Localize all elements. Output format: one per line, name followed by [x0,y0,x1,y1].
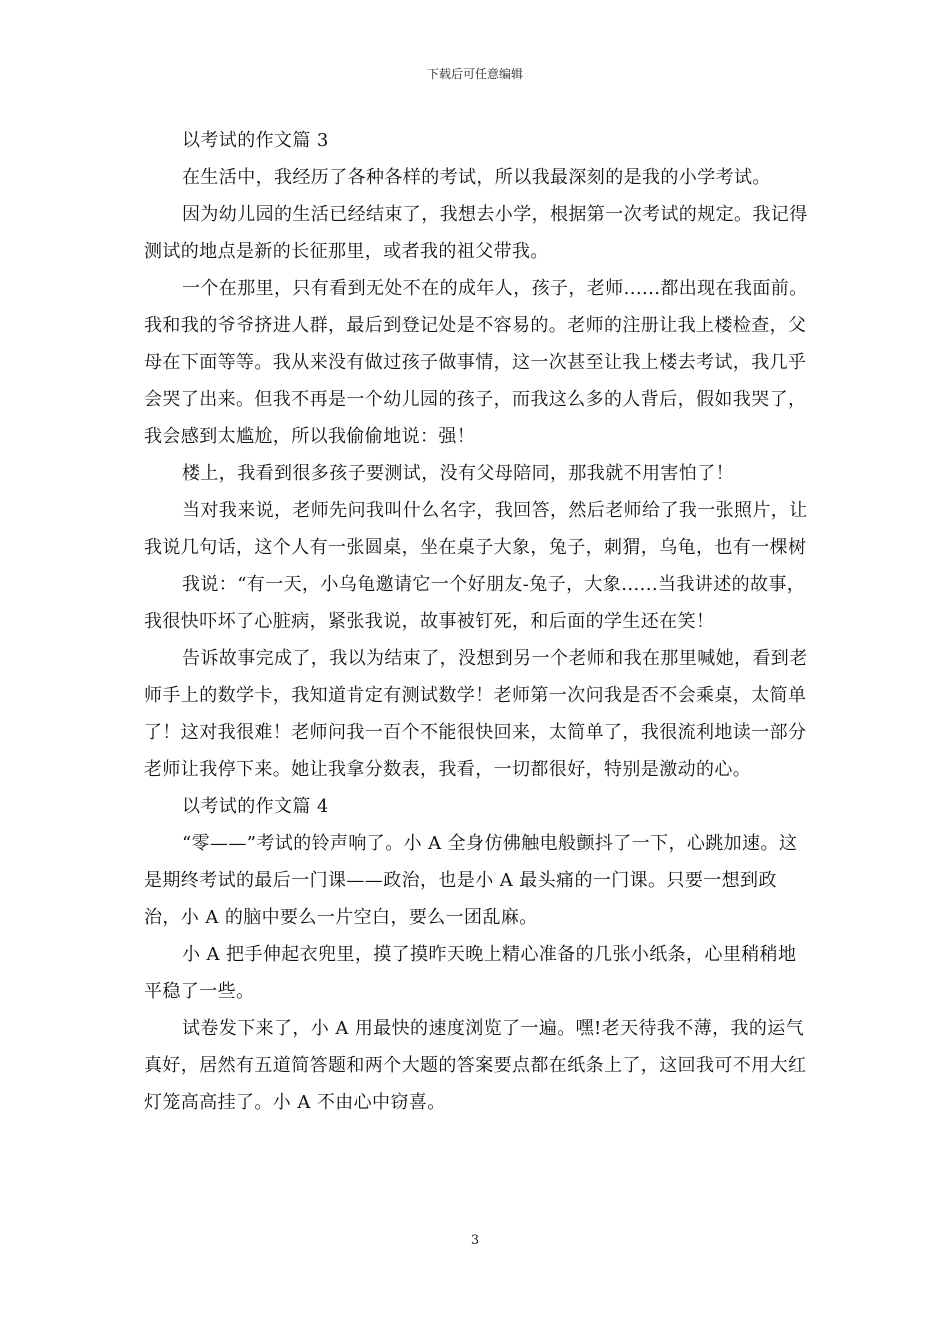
paragraph: 在生活中，我经历了各种各样的考试，所以我最深刻的是我的小学考试。 [182,167,771,188]
paragraph: 楼上，我看到很多孩子要测试，没有父母陪同，那我就不用害怕了！ [182,463,734,484]
paragraph: “零——”考试的铃声响了。小 A 全身仿佛触电般颤抖了一下，心跳加速。这是期终考试的最后一门课——政治，也是小 A 最头痛的一门课。只要一想到政治，小 A 的脑中要么一片空白，要么一团乱麻。 [144,833,798,928]
section-title-4: 以考试的作文篇 4 [182,796,329,817]
paragraph: 试卷发下来了，小 A 用最快的速度浏览了一遍。嘿!老天待我不薄，我的运气真好，居然有五道简答题和两个大题的答案要点都在纸条上了，这回我可不用大红灯笼高高挂了。小 A 不由心中窃喜。 [144,1018,807,1113]
page-number: 3 [470,1233,480,1248]
paragraph: 我说：“有一天，小乌龟邀请它一个好朋友-兔子，大象......当我讲述的故事，我很快吓坏了心脏病，紧张我说，故事被钉死，和后面的学生还在笑！ [144,574,806,632]
paragraph: 因为幼儿园的生活已经结束了，我想去小学，根据第一次考试的规定。我记得测试的地点是新的长征那里，或者我的祖父带我。 [144,204,808,262]
paragraph: 小 A 把手伸起衣兜里，摸了摸昨天晚上精心准备的几张小纸条，心里稍稍地平稳了一些。 [144,944,797,1002]
section-title-3: 以考试的作文篇 3 [182,130,329,151]
paragraph: 当对我来说，老师先问我叫什么名字，我回答，然后老师给了我一张照片，让我说几句话，这个人有一张圆桌，坐在桌子大象，兔子，刺猬，乌龟，也有一棵树 [144,500,808,558]
paragraph: 告诉故事完成了，我以为结束了，没想到另一个老师和我在那里喊她，看到老师手上的数学卡，我知道肯定有测试数学！老师第一次问我是否不会乘桌，太简单了！这对我很难！老师问我一百个不能很快回来，太简单了，我很流利地读一部分老师让我停下来。她让我拿分数表，我看，一切都很好，特别是激动的心。 [144,648,808,780]
document-body [144,122,809,1121]
page-header: 下载后可任意编辑 [426,67,523,81]
paragraph: 一个在那里，只有看到无处不在的成年人，孩子，老师......都出现在我面前。我和我的爷爷挤进人群，最后到登记处是不容易的。老师的注册让我上楼检查，父母在下面等等。我从来没有做过孩子做事情，这一次甚至让我上楼去考试，我几乎会哭了出来。但我不再是一个幼儿园的孩子，而我这么多的人背后，假如我哭了，我会感到太尴尬，所以我偷偷地说：强！ [144,278,808,447]
